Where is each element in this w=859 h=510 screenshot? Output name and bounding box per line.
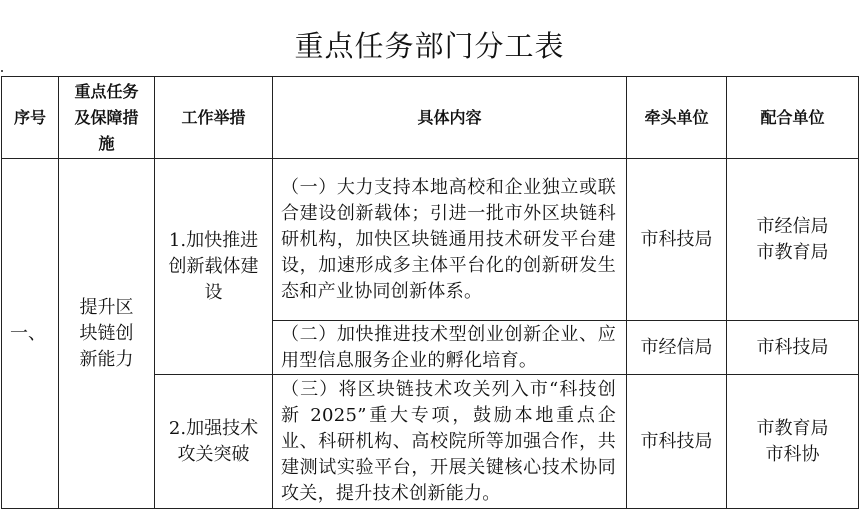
support-units [727,159,859,321]
measure-label [155,159,273,375]
section-task-text: 提升区块链创新能力 [79,296,134,370]
lead-unit: 市经信局 [627,321,727,375]
content-cell: （二）加快推进技术型创业创新企业、应用型信息服务企业的孵化培育。 [273,321,627,375]
support-unit: 市科技局 [756,336,829,358]
measure-label-text: 1.加快推进创新载体建设 [168,229,259,303]
support-unit: 市科协 [765,443,820,465]
lead-unit: 市科技局 [627,159,727,321]
section-task [59,159,155,509]
page-title: 重点任务部门分工表 [294,29,565,63]
table-row [2,159,859,321]
measure-label-text: 2.加强技术攻关突破 [168,417,259,465]
header-measures: 工作举措 [155,77,273,159]
header-content: 具体内容 [273,77,627,159]
task-table [1,76,859,509]
content-cell: （一）大力支持本地高校和企业独立或联合建设创新载体；引进一批市外区块链科研机构，加快区块链通用技术研发平台建设，加速形成多主体平台化的创新研发生态和产业协同创新体系。 [273,159,627,321]
measure-label [155,375,273,509]
support-unit: 市教育局 [756,241,829,263]
support-unit: 市教育局 [756,417,829,439]
header-number: 序号 [2,77,59,159]
support-units [727,375,859,509]
lead-unit: 市科技局 [627,375,727,509]
marker-dot [1,70,3,72]
section-number: 一、 [2,159,59,509]
support-units [727,321,859,375]
header-task [59,77,155,159]
header-task-text: 重点任务及保障措施 [74,81,139,153]
content-cell: （三）将区块链技术攻关列入市“科技创新 2025”重大专项，鼓励本地重点企业、科研机构、高校院所等加强合作，共建测试实验平台，开展关键核心技术协同攻关，提升技术创新能力。 [273,375,627,509]
header-lead: 牵头单位 [627,77,727,159]
header-row [2,77,859,159]
support-unit: 市经信局 [756,215,829,237]
header-support: 配合单位 [727,77,859,159]
